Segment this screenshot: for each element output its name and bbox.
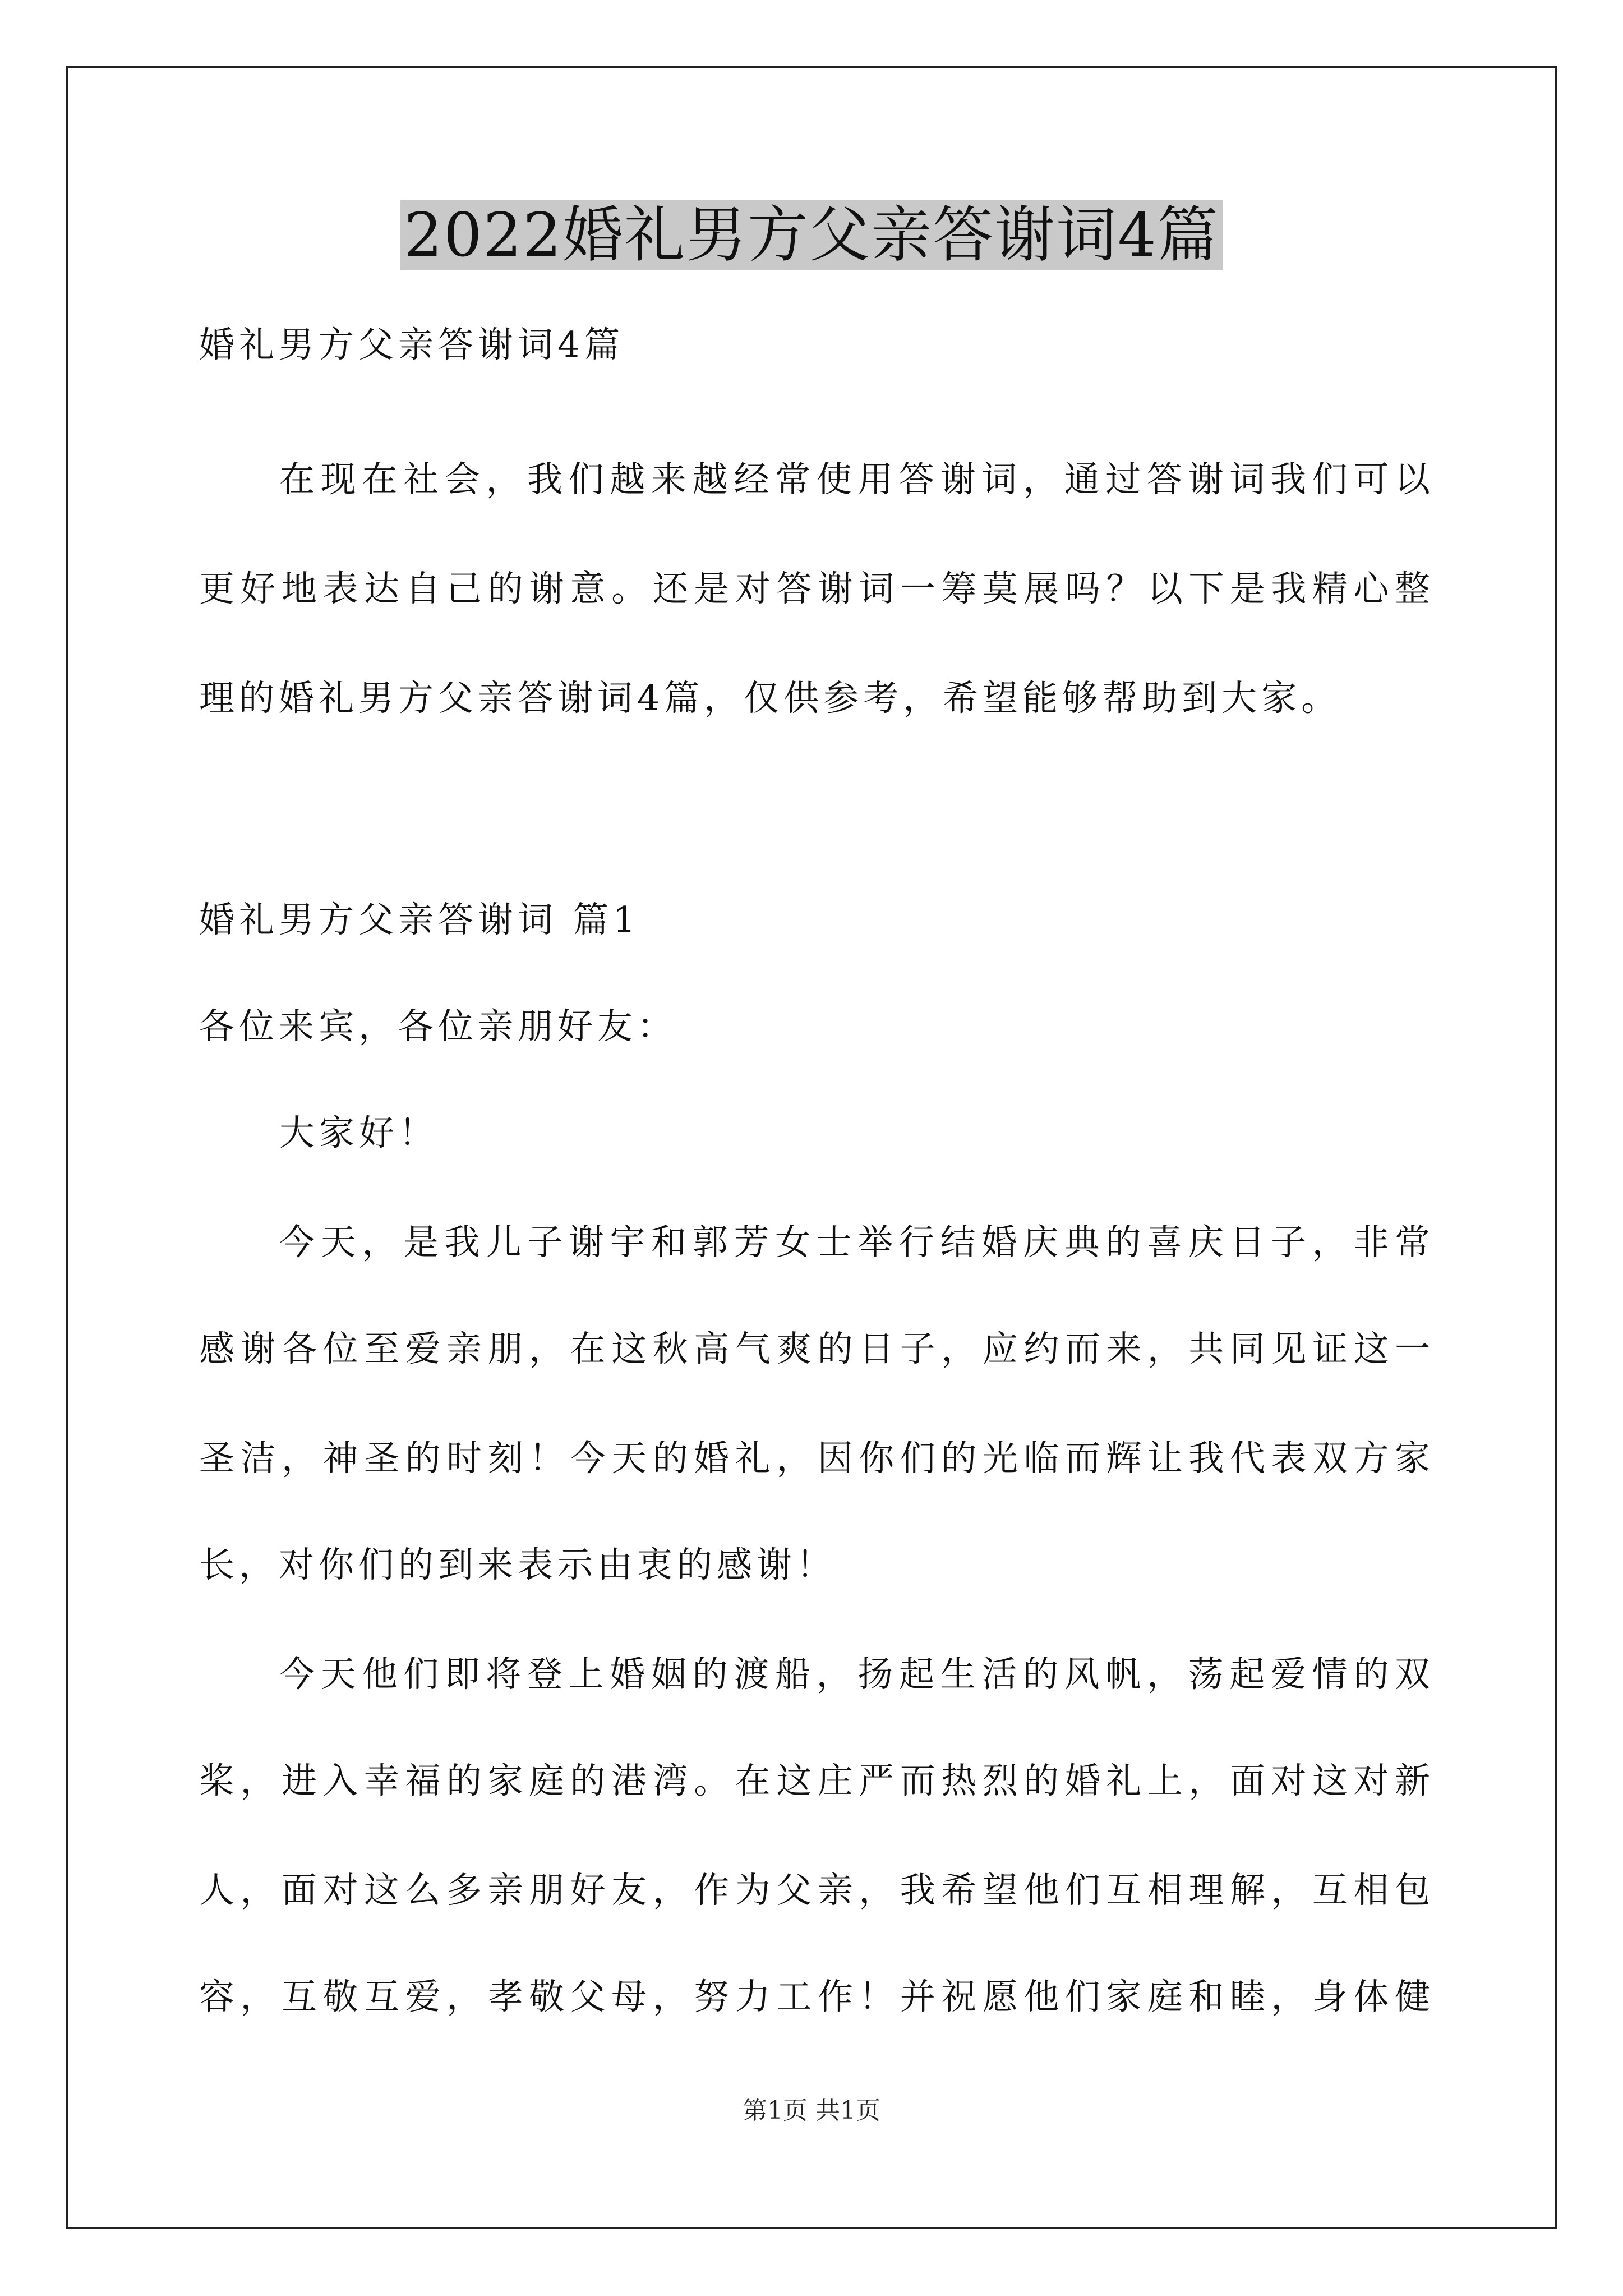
subtitle: 婚礼男方父亲答谢词4篇 (199, 324, 625, 365)
intro-line-2: 更好地表达自己的谢意。还是对答谢词一筹莫展吗？以下是我精心整 (199, 568, 1430, 609)
para2-line-4: 容，互敬互爱，孝敬父母，努力工作！并祝愿他们家庭和睦，身体健 (199, 1976, 1430, 2017)
section-heading: 婚礼男方父亲答谢词 篇1 (199, 899, 640, 940)
para1-line-1: 今天，是我儿子谢宇和郭芳女士举行结婚庆典的喜庆日子，非常 (279, 1222, 1430, 1263)
para1-line-4: 长，对你们的到来表示由衷的感谢！ (199, 1544, 836, 1585)
para1-line-2: 感谢各位至爱亲朋，在这秋高气爽的日子，应约而来，共同见证这一 (199, 1328, 1430, 1369)
page-footer: 第1页 共1页 (743, 2096, 880, 2125)
intro-line-3: 理的婚礼男方父亲答谢词4篇，仅供参考，希望能够帮助到大家。 (199, 678, 1341, 719)
document-title-text: 2022婚礼男方父亲答谢词4篇 (400, 200, 1223, 270)
document-title (0, 194, 1623, 278)
salutation: 各位来宾，各位亲朋好友： (199, 1006, 677, 1047)
intro-line-1: 在现在社会，我们越来越经常使用答谢词，通过答谢词我们可以 (279, 459, 1430, 500)
para2-line-3: 人，面对这么多亲朋好友，作为父亲，我希望他们互相理解，互相包 (199, 1870, 1430, 1911)
para2-line-1: 今天他们即将登上婚姻的渡船，扬起生活的风帆，荡起爱情的双 (279, 1654, 1430, 1695)
para1-line-3: 圣洁，神圣的时刻！今天的婚礼，因你们的光临而辉让我代表双方家 (199, 1438, 1430, 1479)
greeting: 大家好！ (279, 1112, 439, 1153)
para2-line-2: 桨，进入幸福的家庭的港湾。在这庄严而热烈的婚礼上，面对这对新 (199, 1760, 1430, 1801)
